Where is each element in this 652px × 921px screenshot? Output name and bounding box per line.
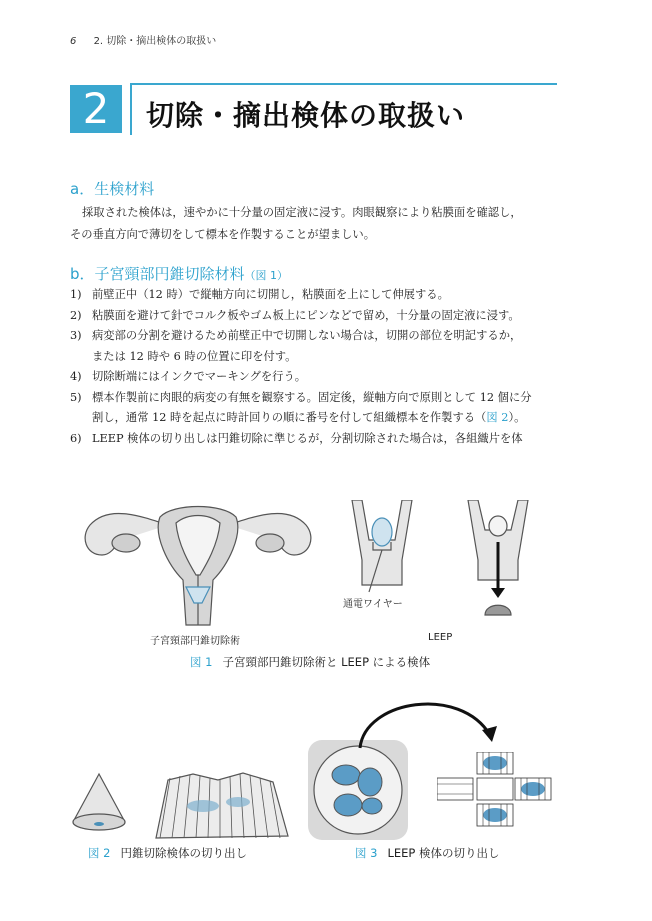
figure-1-caption-text: 子宮頸部円錐切除術と LEEP による検体	[222, 655, 431, 669]
opened-specimen-slices	[148, 768, 293, 843]
list-item-number: 5)	[70, 390, 82, 404]
list-item-number: 1)	[70, 288, 82, 301]
list-item	[70, 429, 565, 450]
leep-illustration	[463, 500, 533, 625]
list-item-number: 3)	[70, 329, 82, 342]
section-b-heading-text: b．子宮頸部円錐切除材料	[70, 265, 245, 283]
figure-2-link[interactable]: 図 2	[486, 411, 509, 424]
section-b-list	[70, 285, 565, 449]
leep-label: LEEP	[428, 632, 453, 643]
list-item	[70, 306, 565, 327]
section-b-figure-ref: （図 1）	[244, 269, 289, 282]
figure-2-caption	[88, 845, 247, 861]
figure-1-label: 図 1	[190, 655, 213, 669]
figure-3-caption	[355, 845, 500, 861]
leep-fragments-dish	[308, 740, 408, 840]
list-item-number: 4)	[70, 370, 82, 383]
transfer-arrow	[350, 690, 500, 750]
conization-label: 子宮頸部円錐切除術	[150, 636, 240, 647]
page-number: 6	[70, 36, 77, 47]
chapter-title: 切除・摘出検体の取扱い	[146, 99, 466, 132]
figure-2-label: 図 2	[88, 846, 111, 860]
chapter-reference: 2. 切除・摘出検体の取扱い	[93, 36, 217, 47]
list-item-text-continued: または 12 時や 6 時の位置に印を付す。	[92, 349, 297, 363]
section-b-heading	[70, 263, 288, 284]
section-a-body	[70, 202, 560, 246]
list-item	[70, 326, 565, 367]
uterus-conization-illustration	[78, 495, 318, 630]
chapter-number: 2	[70, 85, 122, 133]
list-item-text: 粘膜面を避けて針でコルク板やゴム板上にピンなどで留め，十分量の固定液に浸す。	[92, 308, 520, 322]
list-item-text-continued	[92, 408, 565, 429]
section-a-line-1: 採取された検体は，速やかに十分量の固定液に浸す。肉眼観察により粘膜面を確認し，	[82, 206, 522, 219]
section-a-heading	[70, 178, 154, 199]
figure-2-caption-text: 円錐切除検体の切り出し	[120, 846, 247, 860]
conization-wire-illustration	[347, 500, 417, 595]
list-item-text: 前壁正中（12 時）で縦軸方向に切開し，粘膜面を上にして伸展する。	[92, 288, 449, 301]
section-a-heading-text: a．生検材料	[70, 180, 155, 198]
list-item	[70, 388, 565, 429]
leep-sliced-fragments	[437, 752, 552, 832]
section-a-line-2: その垂直方向で薄切をして標本を作製することが望ましい。	[70, 228, 376, 241]
list-item-text-part: 割し，通常 12 時を起点に時計回りの順に番号を付して組織標本を作製する（	[92, 411, 487, 424]
figure-3-label: 図 3	[355, 846, 378, 860]
cone-specimen-icon	[67, 770, 132, 840]
list-item-number: 2)	[70, 308, 82, 322]
list-item-text: 切除断端にはインクでマーキングを行う。	[92, 370, 307, 383]
list-item	[70, 285, 565, 306]
list-item	[70, 367, 565, 388]
list-item-number: 6)	[70, 431, 82, 445]
list-item-text-part: ）。	[508, 411, 526, 424]
list-item-text: LEEP 検体の切り出しは円錐切除に準じるが，分割切除された場合は，各組織片を体	[92, 431, 523, 445]
wire-label: 通電ワイヤー	[343, 599, 403, 610]
list-item-text: 病変部の分割を避けるため前壁正中で切開しない場合は，切開の部位を明記するか，	[92, 329, 522, 342]
figure-3-caption-text: LEEP 検体の切り出し	[387, 846, 500, 860]
running-header	[70, 32, 216, 47]
list-item-text: 標本作製前に肉眼的病変の有無を観察する。固定後，縦軸方向で原則として 12 個に分	[92, 390, 532, 404]
figure-1-caption	[190, 654, 430, 670]
